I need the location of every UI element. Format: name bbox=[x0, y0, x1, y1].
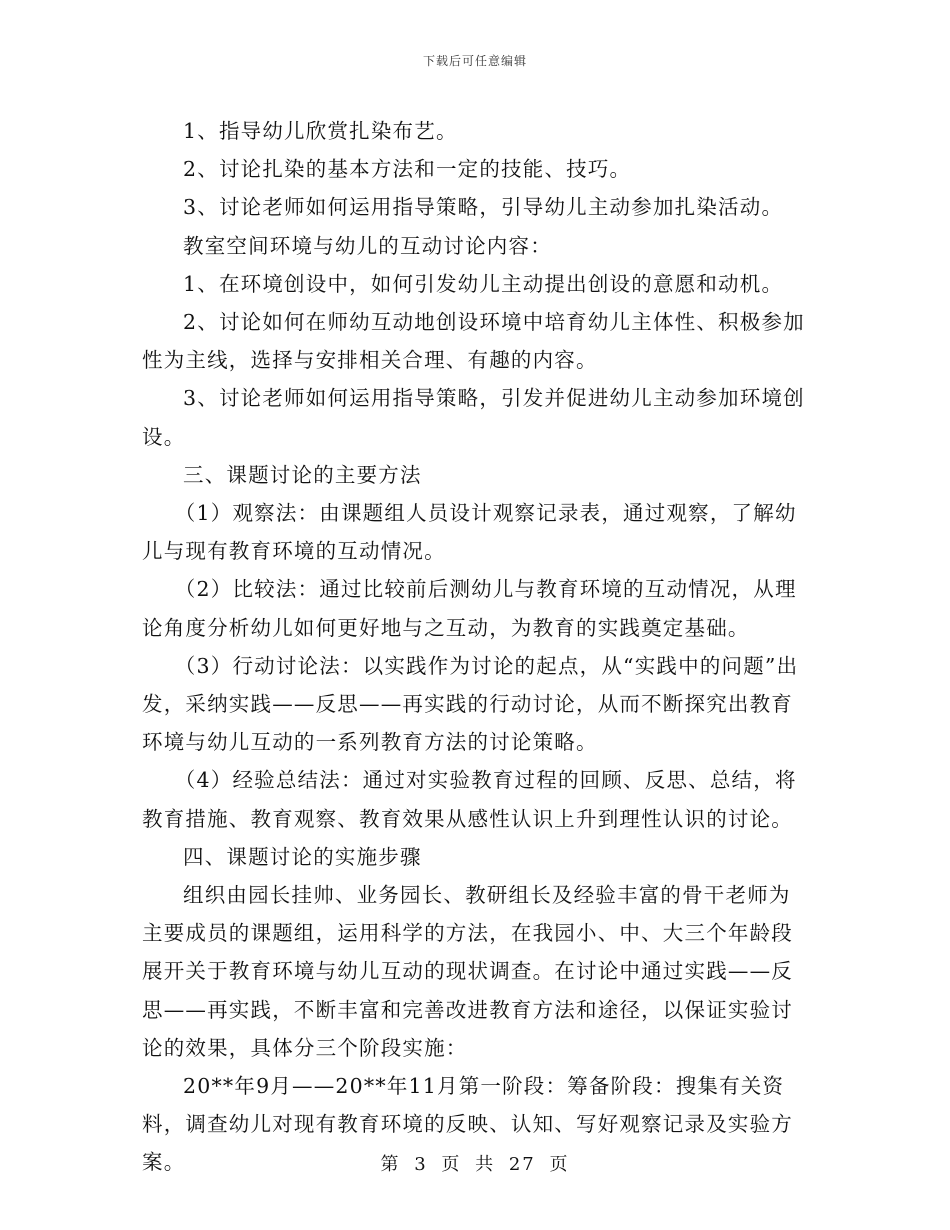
page-footer: 第 3 页 共 27 页 bbox=[380, 1154, 570, 1175]
page-header: 下载后可任意编辑 bbox=[422, 54, 527, 68]
paragraph-classroom-item-1: 1、在环境创设中，如何引发幼儿主动提出创设的意愿和动机。 bbox=[183, 271, 784, 296]
paragraph-phase-one: 20**年9月——20**年11月第一阶段：筹备阶段：搜集有关资料，调查幼儿对现有教育环境的反映、认知、写好观察记录及实验方案。 bbox=[142, 1074, 793, 1175]
method-observation: （1）观察法：由课题组人员设计观察记录表，通过观察，了解幼儿与现有教育环境的互动情况。 bbox=[142, 501, 797, 564]
section-heading-methods: 三、课题讨论的主要方法 bbox=[183, 462, 422, 487]
method-action-research: （3）行动讨论法：以实践作为讨论的起点，从“实践中的问题”出发，采纳实践——反思——再实践的行动讨论，从而不断探究出教育环境与幼儿互动的一系列教育方法的讨论策略。 bbox=[142, 653, 799, 755]
paragraph-classroom-item-3: 3、讨论老师如何运用指导策略，引发并促进幼儿主动参加环境创设。 bbox=[142, 386, 805, 449]
paragraph-item-3: 3、讨论老师如何运用指导策略，引导幼儿主动参加扎染活动。 bbox=[183, 195, 784, 220]
paragraph-section-heading-classroom: 教室空间环境与幼儿的互动讨论内容： bbox=[183, 233, 552, 258]
paragraph-item-2: 2、讨论扎染的基本方法和一定的技能、技巧。 bbox=[183, 157, 632, 182]
paragraph-steps-intro: 组织由园长挂帅、业务园长、教研组长及经验丰富的骨干老师为主要成员的课题组，运用科学的方法，在我园小、中、大三个年龄段展开关于教育环境与幼儿互动的现状调查。在讨论中通过实践——反思——再实践，不断丰富和完善改进教育方法和途径，以保证实验讨论的效果，具体分三个阶段实施： bbox=[142, 883, 793, 1060]
method-comparison: （2）比较法：通过比较前后测幼儿与教育环境的互动情况，从理论角度分析幼儿如何更好地与之互动，为教育的实践奠定基础。 bbox=[142, 577, 797, 640]
paragraph-item-1: 1、指导幼儿欣赏扎染布艺。 bbox=[183, 119, 458, 143]
document-body bbox=[142, 112, 810, 1182]
method-experience-summary: （4）经验总结法：通过对实验教育过程的回顾、反思、总结，将教育措施、教育观察、教育效果从感性认识上升到理性认识的讨论。 bbox=[142, 768, 797, 831]
section-heading-steps: 四、课题讨论的实施步骤 bbox=[183, 844, 422, 869]
paragraph-classroom-item-2: 2、讨论如何在师幼互动地创设环境中培育幼儿主体性、积极参加性为主线，选择与安排相关合理、有趣的内容。 bbox=[142, 310, 805, 373]
